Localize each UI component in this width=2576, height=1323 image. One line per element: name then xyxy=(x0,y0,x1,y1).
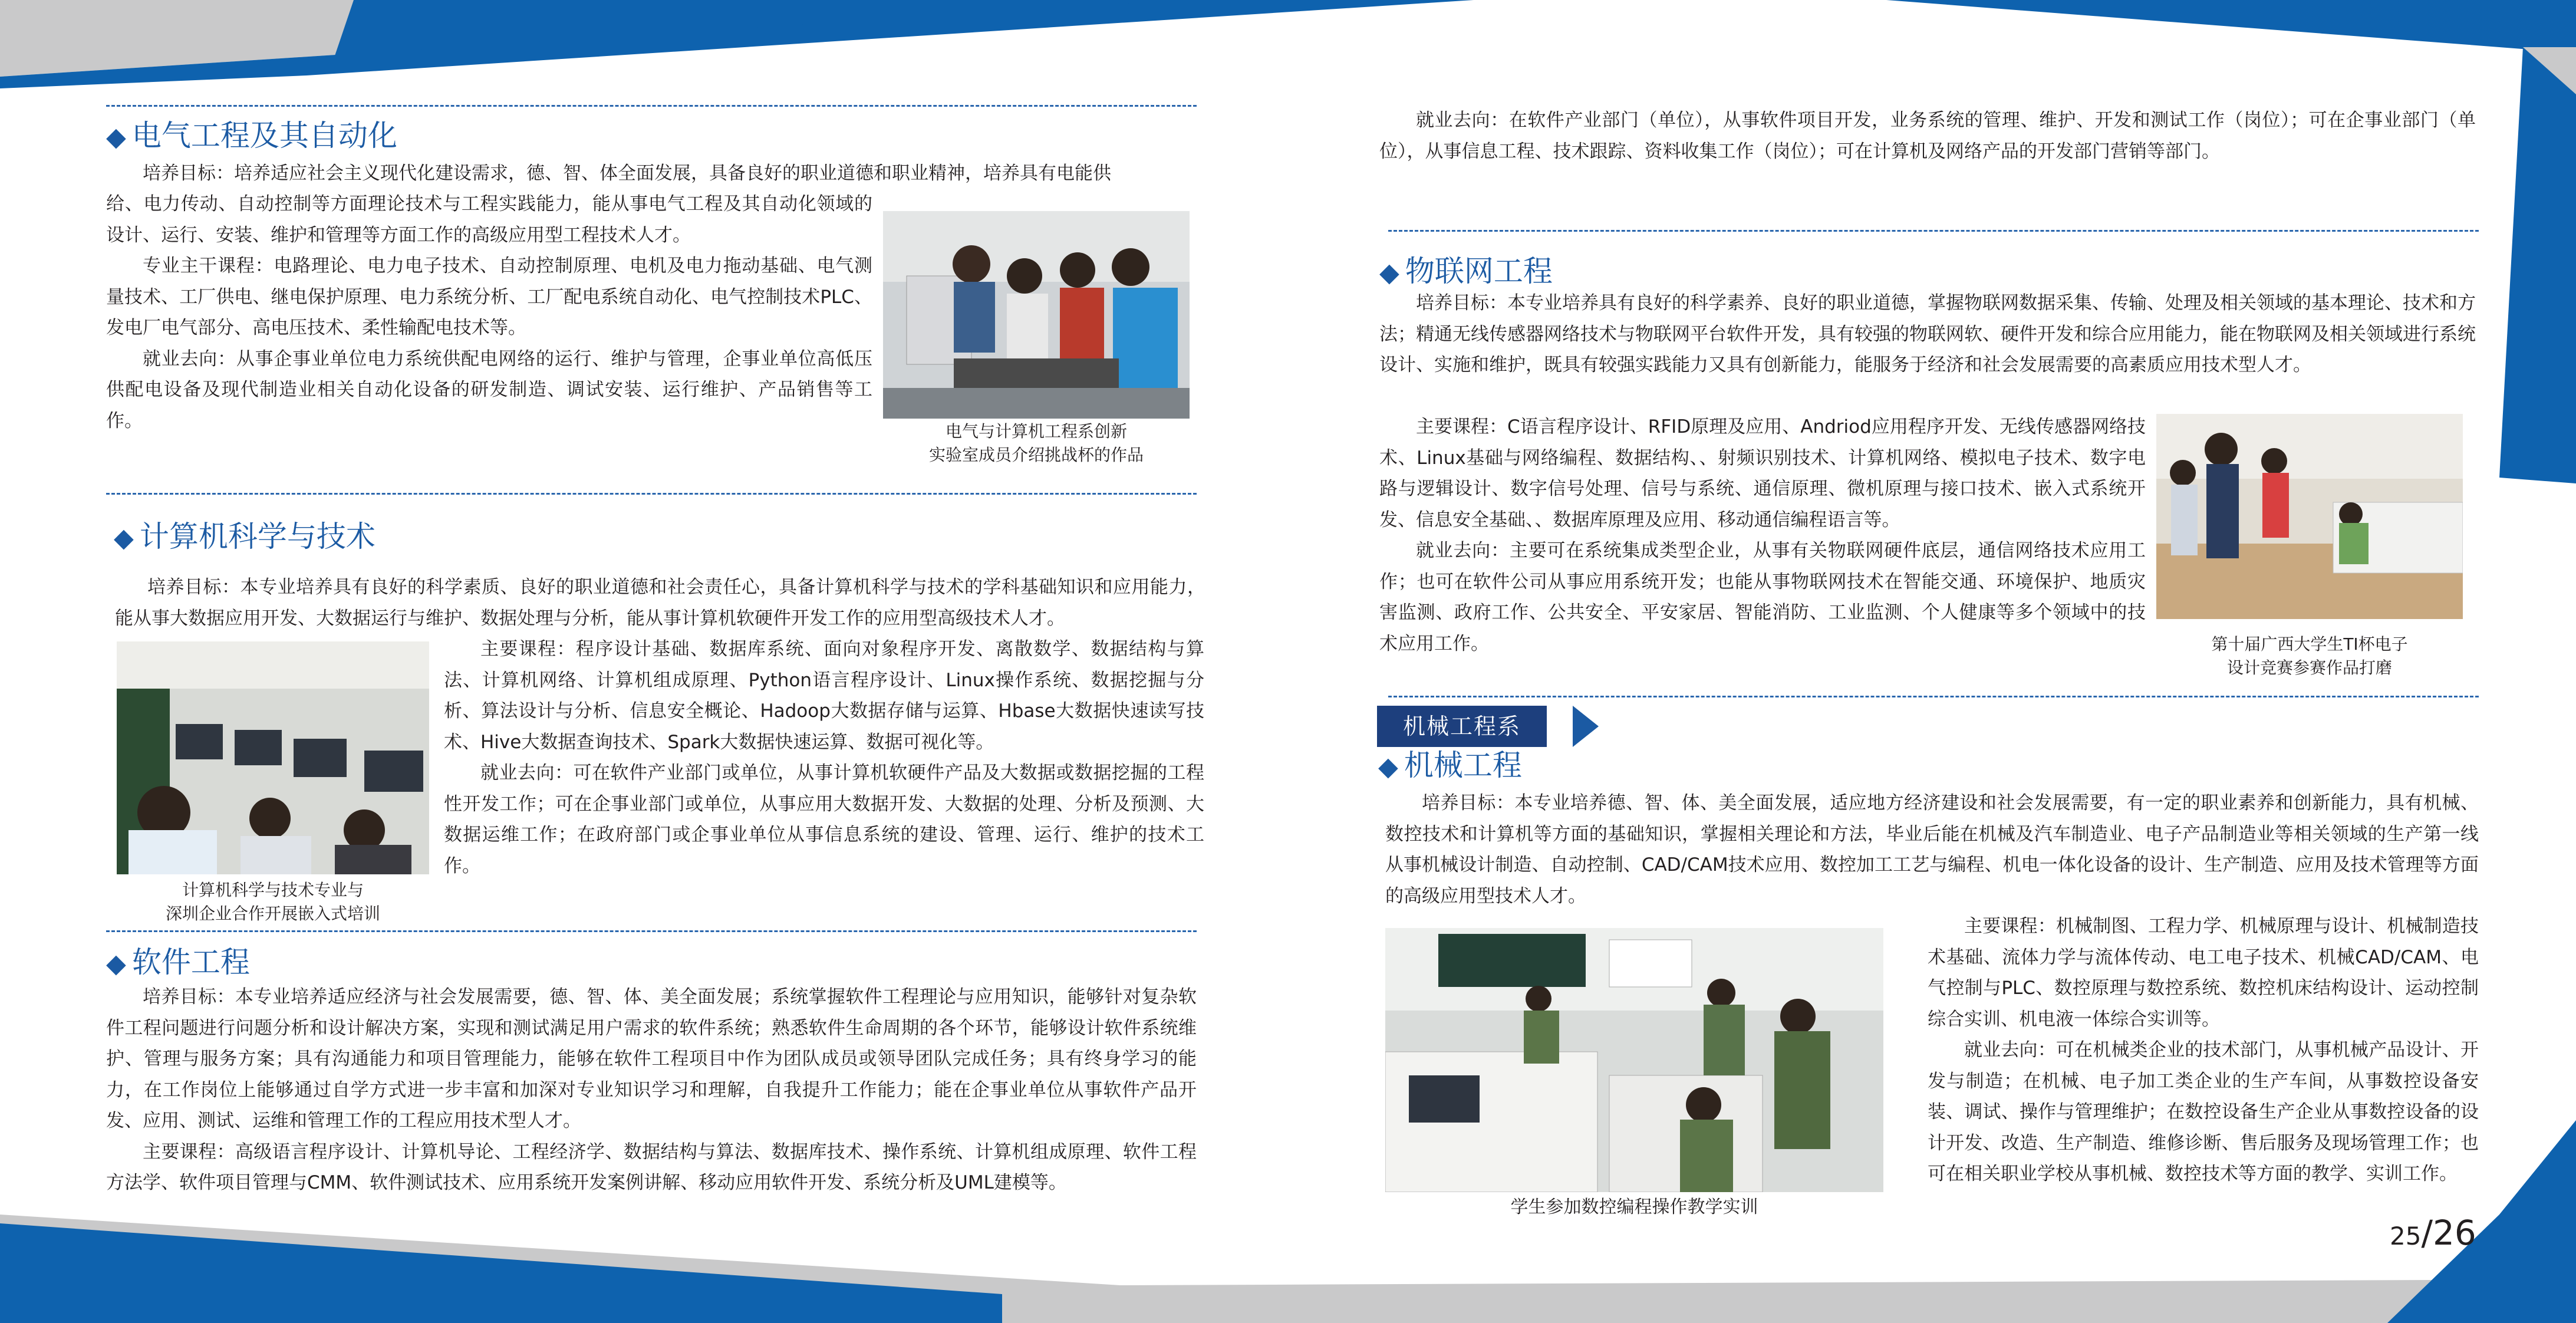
mechanical-photo-caption: 学生参加数控编程操作教学实训 xyxy=(1510,1197,1758,1217)
section-title-software: ◆ 软件工程 xyxy=(106,945,250,979)
iot-photo-caption: 第十届广西大学生TI杯电子 设计竞赛参赛作品打磨 xyxy=(2211,634,2408,677)
mechanical-text-wrap xyxy=(1928,911,2479,1190)
section-divider xyxy=(106,105,1197,107)
section-title-computer: ◆ 计算机科学与技术 xyxy=(114,519,375,554)
diamond-bullet-icon: ◆ xyxy=(1379,258,1399,288)
electrical-lab-photo xyxy=(883,211,1190,419)
software-employment xyxy=(1379,105,2476,167)
iot-goal xyxy=(1379,288,2476,381)
computer-goal xyxy=(115,572,1205,634)
page-number: 25/26 xyxy=(2390,1213,2476,1253)
section-title-mechanical: ◆ 机械工程 xyxy=(1378,748,1522,782)
iot-competition-photo xyxy=(2156,414,2463,619)
computer-text-wrap xyxy=(444,634,1204,881)
electrical-p2: 专业主干课程：电路理论、电力电子技术、自动控制原理、电机及电力拖动基础、电气测量技术、工厂供电、继电保护原理、电力系统分析、工厂配电系统自动化、电气控制技术PLC、发电厂电气部分、高电压技术、柔性输配电技术等。 xyxy=(106,255,872,338)
computer-p1: 培养目标：本专业培养具有良好的科学素质、良好的职业道德和社会责任心，具备计算机科学与技术的学科基础知识和应用能力，能从事大数据应用开发、大数据运行与维护、数据处理与分析，能从事计算机软硬件开发工作的应用型高级技术人才。 xyxy=(115,577,1205,629)
mechanical-p2: 主要课程：机械制图、工程力学、机械原理与设计、机械制造技术基础、流体力学与流体传动、电工电子技术、机械CAD/CAM、电气控制与PLC、数控原理与数控系统、数控机床结构设计、运动控制综合实训、机电液一体综合实训等。 xyxy=(1928,916,2479,1030)
electrical-text xyxy=(106,158,1191,189)
mechanical-p3: 就业去向：可在机械类企业的技术部门，从事机械产品设计、开发与制造；在机械、电子加工类企业的生产车间，从事数控设备安装、调试、操作与管理维护；在数控设备生产企业从事数控设备的设计开发、改造、生产制造、维修诊断、售后服务及现场管理工作；也可在相关职业学校从事机械、数控技术等方面的教学、实训工作。 xyxy=(1928,1039,2479,1184)
electrical-p1-rest: 给、电力传动、自动控制等方面理论技术与工程实践能力，能从事电气工程及其自动化领域的设计、运行、安装、维护和管理等方面工作的高级应用型工程技术人才。 xyxy=(106,193,872,246)
diamond-bullet-icon: ◆ xyxy=(1378,752,1398,782)
computer-photo-caption: 计算机科学与技术专业与 深圳企业合作开展嵌入式培训 xyxy=(165,880,380,923)
software-p2: 主要课程：高级语言程序设计、计算机导论、工程经济学、数据结构与算法、数据库技术、操作系统、计算机组成原理、软件工程方法学、软件项目管理与CMM、软件测试技术、应用系统开发案例讲解、移动应用软件开发、系统分析及UML建模等。 xyxy=(106,1141,1197,1193)
electrical-text-wrap xyxy=(106,189,872,436)
iot-p1: 培养目标：本专业培养具有良好的科学素养、良好的职业道德，掌握物联网数据采集、传输、处理及相关领域的基本理论、技术和方法；精通无线传感器网络技术与物联网平台软件开发，具有较强的物联网软、硬件开发和综合应用能力，能在物联网及相关领域进行系统设计、实施和维护，既具有较强实践能力又具有创新能力，能服务于经济和社会发展需要的高素质应用技术型人才。 xyxy=(1379,292,2476,376)
computer-training-photo xyxy=(117,641,429,874)
department-arrow-icon xyxy=(1573,706,1599,747)
section-divider xyxy=(1388,696,2479,697)
diamond-bullet-icon: ◆ xyxy=(106,949,126,979)
section-divider xyxy=(106,493,1197,495)
section-title-electrical: ◆ 电气工程及其自动化 xyxy=(106,119,397,153)
section-divider xyxy=(106,930,1197,932)
electrical-p3: 就业去向：从事企事业单位电力系统供配电网络的运行、维护与管理，企事业单位高低压供配电设备及现代制造业相关自动化设备的研发制造、调试安装、运行维护、产品销售等工作。 xyxy=(106,348,872,432)
diamond-bullet-icon: ◆ xyxy=(106,122,126,152)
software-text xyxy=(106,982,1197,1199)
mechanical-p1: 培养目标：本专业培养德、智、体、美全面发展，适应地方经济建设和社会发展需要，有一定的职业素养和创新能力，具有机械、数控技术和计算机等方面的基础知识，掌握相关理论和方法，毕业后能在机械及汽车制造业、电子产品制造业等相关领域的生产第一线从事机械设计制造、自动控制、CAD/CAM技术应用、数控加工工艺与编程、机电一体化设备的设计、生产制造、应用及技术管理等方面的高级应用型技术人才。 xyxy=(1385,792,2479,907)
electrical-photo-caption: 电气与计算机工程系创新 实验室成员介绍挑战杯的作品 xyxy=(928,422,1144,465)
department-tag: 机械工程系 xyxy=(1377,706,1547,747)
software-p3: 就业去向：在软件产业部门（单位），从事软件项目开发，业务系统的管理、维护、开发和测试工作（岗位）；可在企事业部门（单位），从事信息工程、技术跟踪、资料收集工作（岗位）；可在计算机及网络产品的开发部门营销等部门。 xyxy=(1379,110,2476,162)
section-divider xyxy=(1388,230,2479,232)
mechanical-goal xyxy=(1385,788,2479,911)
computer-p2: 主要课程：程序设计基础、数据库系统、面向对象程序开发、离散数学、数据结构与算法、计算机网络、计算机组成原理、Python语言程序设计、Linux操作系统、数据挖掘与分析、算法设计与分析、信息安全概论、Hadoop大数据存储与运算、Hbase大数据快速读写技术、Hive大数据查询技术、Spark大数据快速运算、数据可视化等。 xyxy=(444,639,1204,753)
iot-p2: 主要课程：C语言程序设计、RFID原理及应用、Andriod应用程序开发、无线传感器网络技术、Linux基础与网络编程、数据结构、、射频识别技术、计算机网络、模拟电子技术、数字电路与逻辑设计、数字信号处理、信号与系统、通信原理、微机原理与接口技术、嵌入式系统开发、信息安全基础、、数据库原理及应用、移动通信编程语言等。 xyxy=(1379,416,2146,531)
section-title-iot: ◆ 物联网工程 xyxy=(1379,254,1553,288)
mechanical-cnc-photo xyxy=(1385,928,1883,1192)
computer-p3: 就业去向：可在软件产业部门或单位，从事计算机软硬件产品及大数据或数据挖掘的工程性开发工作；可在企事业部门或单位，从事应用大数据开发、大数据的处理、分析及预测、大数据运维工作；在政府部门或企事业单位从事信息系统的建设、管理、运行、维护的技术工作。 xyxy=(444,762,1204,877)
iot-p3: 就业去向：主要可在系统集成类型企业，从事有关物联网硬件底层，通信网络技术应用工作；也可在软件公司从事应用系统开发；也能从事物联网技术在智能交通、环境保护、地质灾害监测、政府工作、公共安全、平安家居、智能消防、工业监测、个人健康等多个领域中的技术应用工作。 xyxy=(1379,540,2146,654)
iot-text-wrap xyxy=(1379,412,2146,659)
software-p1: 培养目标：本专业培养适应经济与社会发展需要，德、智、体、美全面发展；系统掌握软件工程理论与应用知识，能够针对复杂软件工程问题进行问题分析和设计解决方案，实现和测试满足用户需求的软件系统；熟悉软件生命周期的各个环节，能够设计软件系统维护、管理与服务方案；具有沟通能力和项目管理能力，能够在软件工程项目中作为团队成员或领导团队完成任务；具有终身学习的能力，在工作岗位上能够通过自学方式进一步丰富和加深对专业知识学习和理解，自我提升工作能力；能在企事业单位从事软件产品开发、应用、测试、运维和管理工作的工程应用技术型人才。 xyxy=(106,986,1197,1131)
electrical-p1-line1: 培养目标：培养适应社会主义现代化建设需求，德、智、体全面发展，具备良好的职业道德和职业精神，培养具有电能供 xyxy=(143,163,1111,184)
diamond-bullet-icon: ◆ xyxy=(114,523,134,553)
